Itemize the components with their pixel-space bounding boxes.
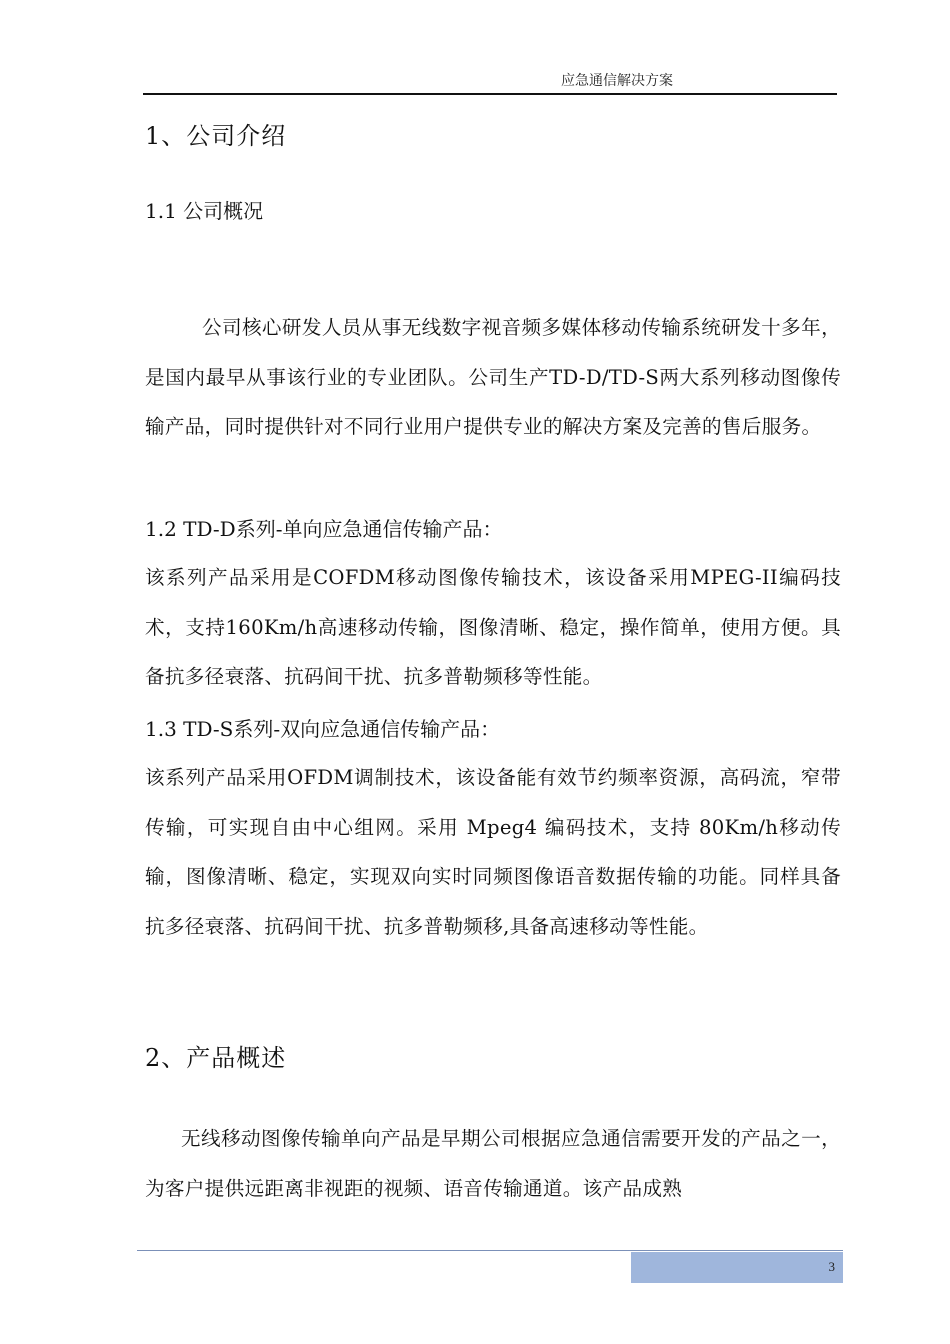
- header-divider: [143, 93, 837, 95]
- page-number: 3: [828, 1259, 835, 1274]
- header-title: 应急通信解决方案: [561, 73, 673, 89]
- section-1-2-paragraph: 该系列产品采用是COFDM移动图像传输技术，该设备采用MPEG-II编码技术，支持160Km/h高速移动传输，图像清晰、稳定，操作简单，使用方便。具备抗多径衰落、抗码间干扰、抗多普勒频移等性能。: [145, 566, 841, 688]
- section-1-heading: 1、公司介绍: [145, 122, 287, 150]
- section-1-1-paragraph: 公司核心研发人员从事无线数字视音频多媒体移动传输系统研发十多年，是国内最早从事该行业的专业团队。公司生产TD-D/TD-S两大系列移动图像传输产品，同时提供针对不同行业用户提供专业的解决方案及完善的售后服务。: [145, 316, 841, 438]
- footer-page-box: [631, 1252, 843, 1283]
- section-1-3-paragraph: 该系列产品采用OFDM调制技术，该设备能有效节约频率资源，高码流，窄带传输，可实现自由中心组网。采用 Mpeg4 编码技术，支持 80Km/h移动传输，图像清晰、稳定，实现双向实时同频图像语音数据传输的功能。同样具备抗多径衰落、抗码间干扰、抗多普勒频移,具备高速移动等性能。: [145, 766, 841, 938]
- section-1-3-heading: 1.3 TD-S系列-双向应急通信传输产品：: [145, 717, 501, 741]
- footer-divider: [137, 1250, 843, 1251]
- section-2-heading: 2、产品概述: [145, 1044, 287, 1072]
- section-2-paragraph: 无线移动图像传输单向产品是早期公司根据应急通信需要开发的产品之一，为客户提供远距离非视距的视频、语音传输通道。该产品成熟: [145, 1127, 841, 1200]
- section-1-2-heading: 1.2 TD-D系列-单向应急通信传输产品：: [145, 517, 503, 541]
- section-1-1-heading: 1.1 公司概况: [145, 199, 264, 223]
